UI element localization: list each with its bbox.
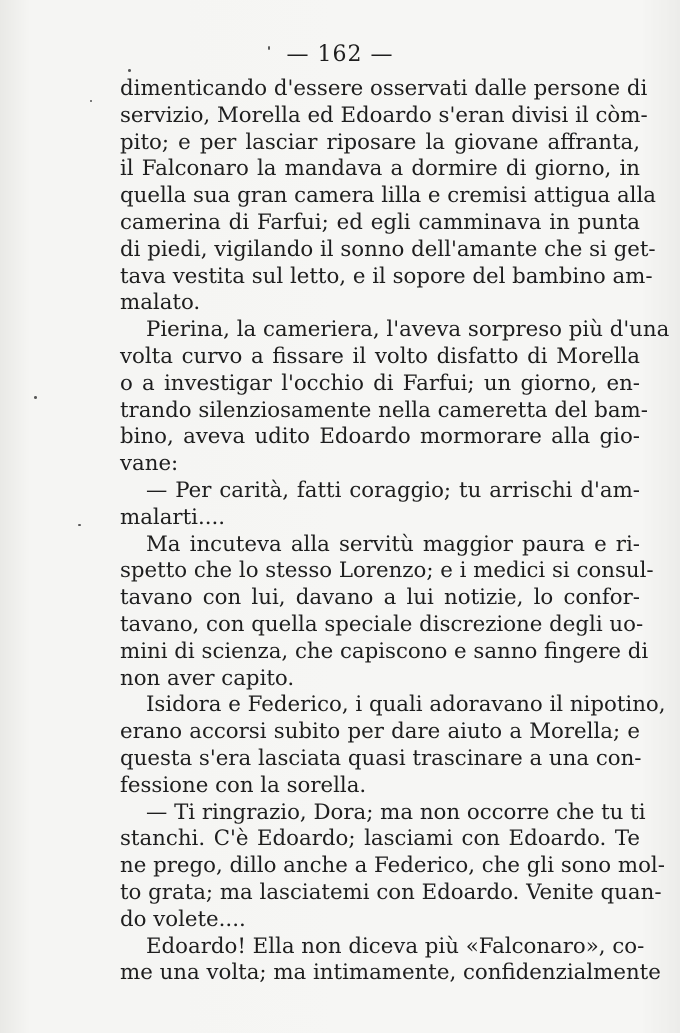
text-line: fessione con la sorella. (120, 772, 367, 798)
text-line: malarti.... (120, 504, 226, 530)
text-line: bino, aveva udito Edoardo mormorare alla gio- (120, 424, 640, 450)
text-line: Pierina, la cameriera, l'aveva sorpreso più d'una (146, 317, 670, 343)
text-line: servizio, Morella ed Edoardo s'eran divisi il còm- (120, 102, 648, 128)
text-line: volta curvo a fissare il volto disfatto di Morella (120, 343, 640, 369)
text-line: tava vestita sul letto, e il sopore del bambino am- (120, 263, 653, 289)
text-line: ne prego, dillo anche a Federico, che gli sono mol- (120, 853, 665, 879)
text-line: camerina di Farfui; ed egli camminava in punta (120, 209, 640, 235)
text-line: me una volta; ma intimamente, confidenzialmente (120, 960, 661, 986)
text-line: Edoardo! Ella non diceva più «Falconaro», co- (146, 933, 645, 959)
paper-speck (268, 46, 270, 50)
paper-speck (34, 396, 37, 399)
text-line: Isidora e Federico, i quali adoravano il nipotino, (146, 692, 666, 718)
text-line: do volete.... (120, 906, 246, 932)
text-line: tavano, con quella speciale discrezione degli uo- (120, 611, 644, 637)
text-line: trando silenziosamente nella cameretta del bam- (120, 397, 648, 423)
paper-speck (128, 69, 131, 72)
text-line: quella sua gran camera lilla e cremisi attigua alla (120, 183, 656, 209)
text-line: o a investigar l'occhio di Farfui; un giorno, en- (120, 370, 640, 396)
paper-speck (78, 524, 81, 526)
page-number: — 162 — (286, 42, 394, 67)
text-line: tavano con lui, davano a lui notizie, lo confor- (120, 585, 640, 611)
text-line: il Falconaro la mandava a dormire di giorno, in (120, 156, 640, 182)
text-line: di piedi, vigilando il sonno dell'amante che si get- (120, 236, 656, 262)
text-line: non aver capito. (120, 665, 295, 691)
text-line: to grata; ma lasciatemi con Edoardo. Venite quan- (120, 879, 662, 905)
text-line: dimenticando d'essere osservati dalle persone di (120, 76, 648, 101)
text-line: — Ti ringrazio, Dora; ma non occorre che tu ti (146, 799, 646, 825)
text-line: spetto che lo stesso Lorenzo; e i medici si consul- (120, 558, 654, 584)
text-line: — Per carità, fatti coraggio; tu arrischi d'am- (146, 477, 640, 503)
text-line: questa s'era lasciata quasi trascinare a una con- (120, 745, 642, 771)
text-line: erano accorsi subito per dare aiuto a Morella; e (120, 719, 640, 745)
text-line: pito; e per lasciar riposare la giovane affranta, (120, 129, 640, 155)
text-line: vane: (120, 451, 179, 477)
paper-speck (90, 100, 92, 102)
text-line: malato. (120, 290, 201, 316)
text-line: stanchi. C'è Edoardo; lasciami con Edoardo. Te (120, 826, 640, 852)
body-text (120, 76, 670, 987)
text-line: Ma incuteva alla servitù maggior paura e ri- (146, 531, 640, 557)
text-line: mini di scienza, che capiscono e sanno fingere di (120, 638, 649, 664)
